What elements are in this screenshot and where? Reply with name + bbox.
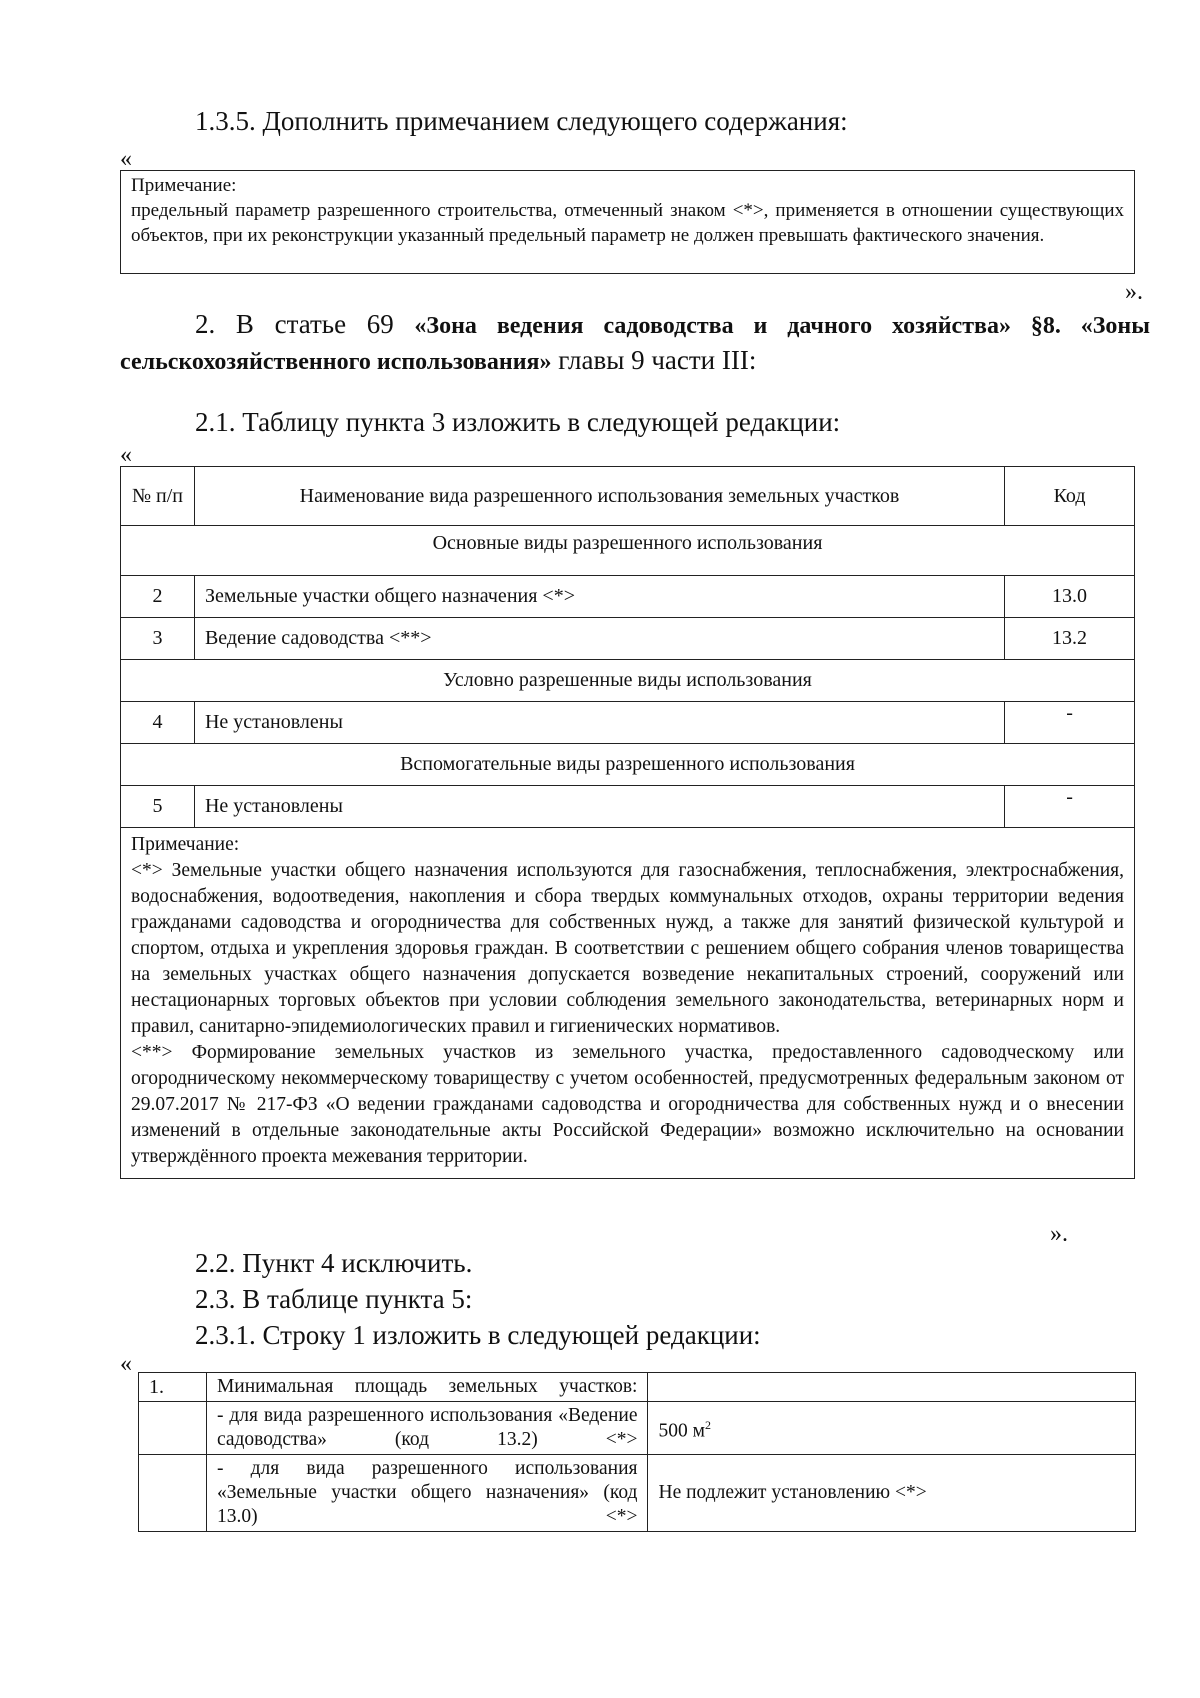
row-1-table <box>138 1372 1136 1532</box>
header-code: Код <box>1005 467 1135 526</box>
note-text: предельный параметр разрешенного строительства, отмеченный знаком <*>, применяется в отношении существующих объектов, при их реконструкции указанный предельный параметр не должен превышать фактического значения. <box>131 200 1124 246</box>
section-2-3-heading: 2.3. В таблице пункта 5: <box>195 1284 473 1314</box>
table-row <box>121 702 1135 744</box>
table-row <box>139 1373 1136 1402</box>
row-3-value: Не подлежит установлению <*> <box>648 1455 1136 1532</box>
header-name: Наименование вида разрешенного использования земельных участков <box>194 467 1004 526</box>
table-row <box>121 618 1135 660</box>
table-row <box>139 1455 1136 1532</box>
footnote-2: <**> Формирование земельных участков из земельного участка, предоставленного садоводческому или огородническому некоммерческому товариществу с учетом особенностей, предусмотренных федеральным законом от 29.07.2017 № 217-ФЗ «О ведении гражданами садоводства и огородничества для собственных нужд и о внесении изменений в отдельные законодательные акты Российской Федерации» возможно исключительно на основании утверждённого проекта межевания территории. <box>131 1042 1124 1167</box>
row-code: 13.0 <box>1005 576 1135 618</box>
row-num: 2 <box>121 576 195 618</box>
open-quote-2: « <box>120 442 132 468</box>
close-quote-2: ». <box>1050 1221 1068 1247</box>
section-conditional-uses: Условно разрешенные виды использования <box>121 660 1135 702</box>
row-2-text: - для вида разрешенного использования «Ведение садоводства» (код 13.2) <*> <box>206 1402 648 1455</box>
note-box <box>120 170 1135 274</box>
section-2-2-heading: 2.2. Пункт 4 исключить. <box>195 1248 473 1278</box>
section-auxiliary-uses: Вспомогательные виды разрешенного использования <box>121 744 1135 786</box>
row-code: - <box>1005 786 1135 828</box>
row-num: 5 <box>121 786 195 828</box>
table-row <box>121 576 1135 618</box>
section-2-suffix: главы 9 части III: <box>551 345 757 375</box>
section-2-bold: «Зона ведения садоводства и дачного хозяйства» §8. «Зоны сельскохозяйственного использования» <box>120 313 1150 375</box>
section-2-3-1-heading: 2.3.1. Строку 1 изложить в следующей редакции: <box>195 1320 761 1350</box>
section-2-prefix: 2. В статье 69 <box>195 309 415 339</box>
table-row <box>121 786 1135 828</box>
row-name: Ведение садоводства <**> <box>194 618 1004 660</box>
row-code: - <box>1005 702 1135 744</box>
row-name: Не установлены <box>194 786 1004 828</box>
row-code: 13.2 <box>1005 618 1135 660</box>
header-num: № п/п <box>121 467 195 526</box>
row-1-text: Минимальная площадь земельных участков: <box>206 1373 648 1402</box>
section-1-3-5-heading: 1.3.5. Дополнить примечанием следующего содержания: <box>195 106 848 136</box>
row-2-num <box>139 1402 207 1455</box>
row-2-value <box>648 1402 1136 1455</box>
open-quote: « <box>120 146 132 172</box>
row-num: 4 <box>121 702 195 744</box>
open-quote-3: « <box>120 1351 132 1377</box>
footnote-1: <*> Земельные участки общего назначения используются для газоснабжения, теплоснабжения, электроснабжения, водоснабжения, водоотведения, накопления и сбора твердых коммунальных отходов, охраны территории ведения гражданами садоводства и огородничества для собственных нужд, а также для занятий физической культурой и спортом, отдыха и укрепления здоровья граждан. В соответствии с решением общего собрания членов товарищества на земельных участках общего назначения допускается возведение некапитальных строений, сооружений или нестационарных торговых объектов при условии соблюдения земельного законодательства, ветеринарных норм и правил, санитарно-эпидемиологических правил и гигиенических нормативов. <box>131 860 1124 1037</box>
table-row <box>139 1402 1136 1455</box>
section-2-paragraph <box>120 307 1150 379</box>
row-1-value <box>648 1373 1136 1402</box>
section-main-uses: Основные виды разрешенного использования <box>121 526 1135 576</box>
section-2-1-heading: 2.1. Таблицу пункта 3 изложить в следующей редакции: <box>195 407 841 437</box>
footnote-title: Примечание: <box>131 834 240 855</box>
table-footnote <box>121 828 1135 1179</box>
row-num: 3 <box>121 618 195 660</box>
close-quote: ». <box>1125 279 1143 305</box>
row-2-value-text: 500 м <box>658 1420 705 1442</box>
row-name: Не установлены <box>194 702 1004 744</box>
row-2-value-sup: 2 <box>704 1417 711 1432</box>
row-name: Земельные участки общего назначения <*> <box>194 576 1004 618</box>
row-1-num: 1. <box>139 1373 207 1402</box>
land-use-table <box>120 466 1135 1179</box>
row-3-num <box>139 1455 207 1532</box>
row-3-text: - для вида разрешенного использования «Земельные участки общего назначения» (код 13.0) <*> <box>206 1455 648 1532</box>
note-title: Примечание: <box>131 175 237 196</box>
